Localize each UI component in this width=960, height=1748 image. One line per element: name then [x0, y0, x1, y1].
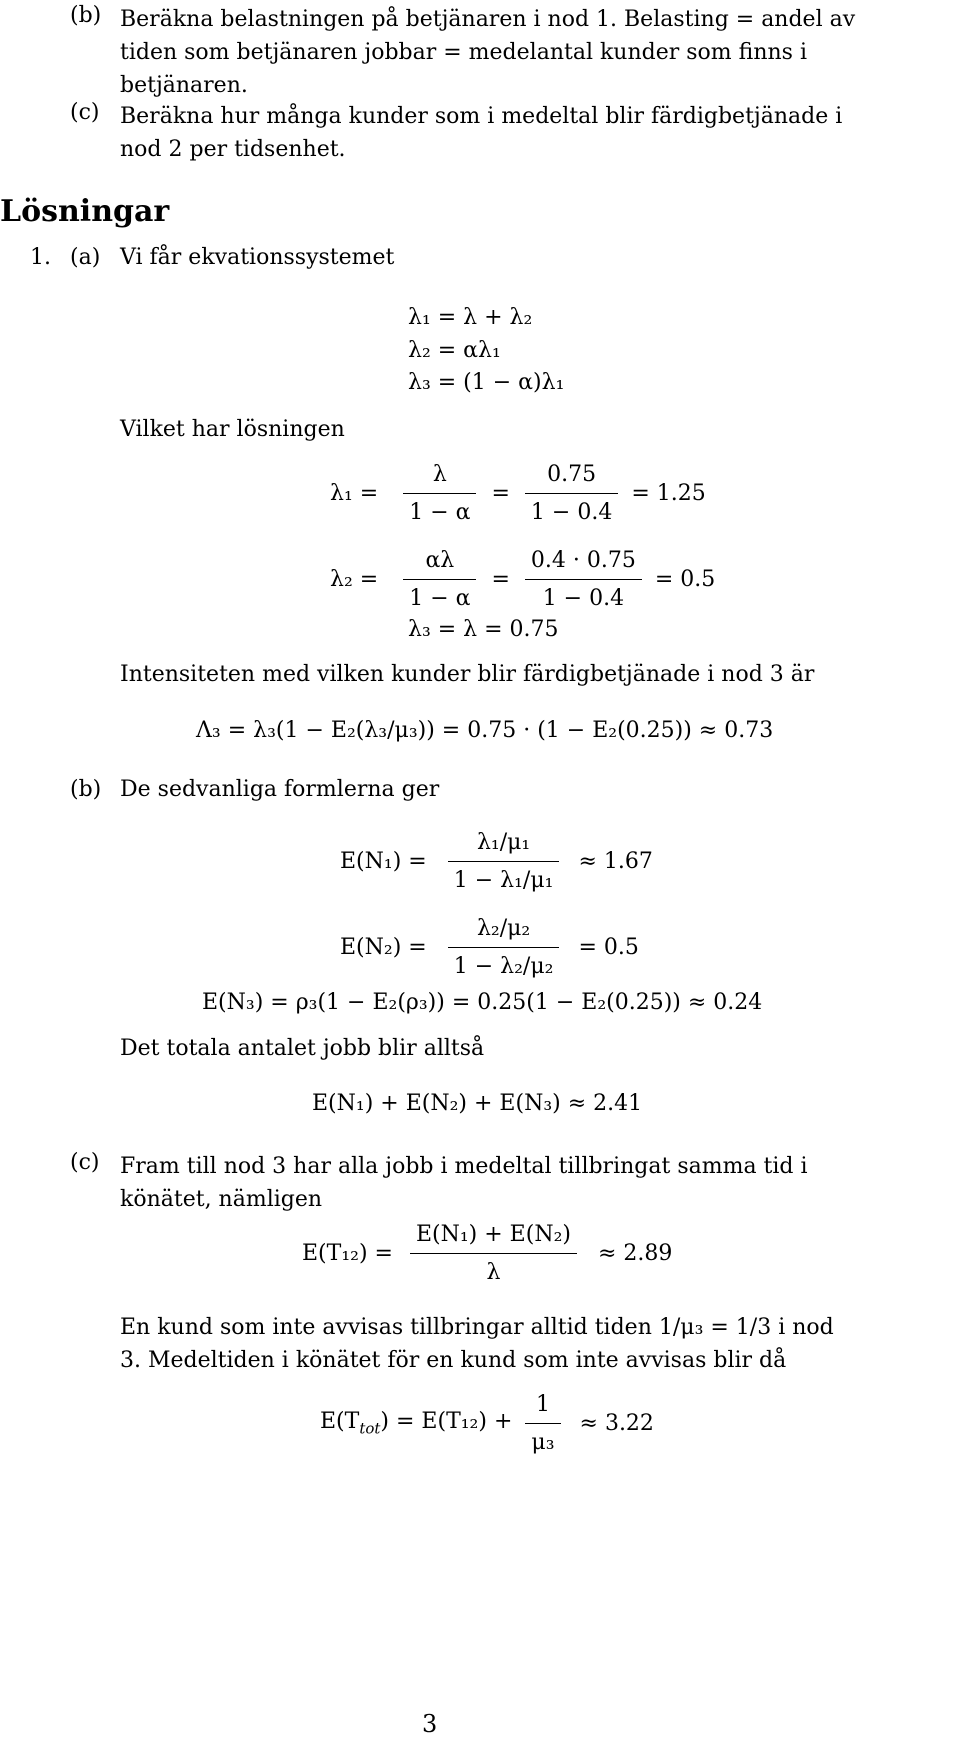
fraction-numerator: αλ	[403, 548, 476, 580]
ttot-fraction	[525, 1392, 560, 1455]
lambda2-lhs: λ₂ =	[330, 567, 379, 592]
intensity-equation: Λ₃ = λ₃(1 − E₂(λ₃/μ₃)) = 0.75 · (1 − E₂(0.25)) ≈ 0.73	[196, 718, 774, 743]
page-number: 3	[422, 1710, 438, 1738]
item-b-text: Beräkna belastningen på betjänaren i nod 1. Belasting = andel av tiden som betjänaren jobbar = medelantal kunder som finns i betjänaren.	[120, 7, 856, 98]
en3-equation: E(N₃) = ρ₃(1 − E₂(ρ₃)) = 0.25(1 − E₂(0.25)) ≈ 0.24	[202, 990, 763, 1015]
lambda3-equation: λ₃ = λ = 0.75	[408, 617, 559, 642]
en2-lhs: E(N₂) =	[340, 935, 427, 960]
fraction-denominator: μ₃	[531, 1430, 555, 1455]
en2-result: = 0.5	[578, 935, 639, 960]
ttot-equation	[320, 1392, 654, 1455]
lambda2-result: = 0.5	[654, 567, 716, 592]
lambda2-equation	[330, 548, 715, 611]
lambda1-fraction-1	[403, 462, 476, 525]
part-a-label: (a)	[70, 245, 101, 270]
solution-number: 1.	[30, 245, 51, 270]
ttot-lhs-main: E(T	[320, 1409, 360, 1435]
fraction-denominator: 1 − α	[409, 500, 471, 525]
lambda1-fraction-2	[525, 462, 618, 525]
intensity-intro: Intensiteten med vilken kunder blir färdigbetjänade i nod 3 är	[120, 662, 815, 687]
lambda2-fraction-1	[403, 548, 476, 611]
part-c-text-2: En kund som inte avvisas tillbringar alltid tiden 1/μ₃ = 1/3 i nod 3. Medeltiden i könätet för en kund som inte avvisas blir då	[120, 1315, 834, 1373]
fraction-denominator: 1 − 0.4	[542, 586, 625, 611]
t12-fraction	[410, 1222, 577, 1285]
en1-result: ≈ 1.67	[578, 849, 653, 874]
t12-result: ≈ 2.89	[597, 1241, 673, 1266]
en2-fraction	[448, 916, 560, 979]
en2-equation	[340, 916, 639, 979]
en1-lhs: E(N₁) =	[340, 849, 427, 874]
fraction-denominator: 1 − 0.4	[530, 500, 613, 525]
item-b-label: (b)	[70, 3, 102, 28]
t12-equation	[302, 1222, 672, 1285]
ttot-lhs	[320, 1409, 512, 1437]
en1-equation	[340, 830, 653, 893]
system-eq-1: λ₁ = λ + λ₂	[408, 305, 533, 330]
equals-sign: =	[491, 567, 510, 592]
part-b-label: (b)	[70, 777, 102, 802]
lambda1-equation	[330, 462, 706, 525]
solution-intro: Vilket har lösningen	[120, 417, 345, 442]
ttot-lhs-rest: ) = E(T₁₂) +	[380, 1409, 513, 1435]
fraction-denominator: 1 − λ₁/μ₁	[453, 868, 554, 893]
system-eq-3: λ₃ = (1 − α)λ₁	[408, 370, 565, 395]
item-c-text: Beräkna hur många kunder som i medeltal blir färdigbetjänade i nod 2 per tidsenhet.	[120, 104, 843, 162]
part-a-intro: Vi får ekvationssystemet	[120, 245, 395, 270]
lambda1-result: = 1.25	[631, 481, 706, 506]
en1-fraction	[448, 830, 560, 893]
part-c-label: (c)	[70, 1150, 100, 1175]
fraction-denominator: 1 − α	[409, 586, 471, 611]
system-eq-2: λ₂ = αλ₁	[408, 338, 501, 363]
lambda1-lhs: λ₁ =	[330, 481, 379, 506]
part-b-intro: De sedvanliga formlerna ger	[120, 777, 440, 802]
fraction-numerator: λ	[403, 462, 476, 494]
fraction-numerator: E(N₁) + E(N₂)	[410, 1222, 577, 1254]
ttot-subscript: tot	[359, 1419, 381, 1438]
total-intro: Det totala antalet jobb blir alltså	[120, 1036, 485, 1061]
section-heading: Lösningar	[0, 194, 170, 229]
fraction-numerator: λ₁/μ₁	[448, 830, 560, 862]
part-c-text: Fram till nod 3 har alla jobb i medeltal tillbringat samma tid i könätet, nämligen	[120, 1154, 808, 1212]
fraction-numerator: λ₂/μ₂	[448, 916, 560, 948]
fraction-numerator: 0.75	[525, 462, 618, 494]
t12-lhs: E(T₁₂) =	[302, 1241, 393, 1266]
fraction-denominator: 1 − λ₂/μ₂	[453, 954, 554, 979]
total-equation: E(N₁) + E(N₂) + E(N₃) ≈ 2.41	[312, 1091, 643, 1116]
ttot-result: ≈ 3.22	[579, 1411, 654, 1436]
equals-sign: =	[491, 481, 510, 506]
fraction-denominator: λ	[486, 1260, 501, 1285]
lambda2-fraction-2	[525, 548, 642, 611]
fraction-numerator: 0.4 · 0.75	[525, 548, 642, 580]
fraction-numerator: 1	[525, 1392, 560, 1424]
item-c-label: (c)	[70, 100, 100, 125]
